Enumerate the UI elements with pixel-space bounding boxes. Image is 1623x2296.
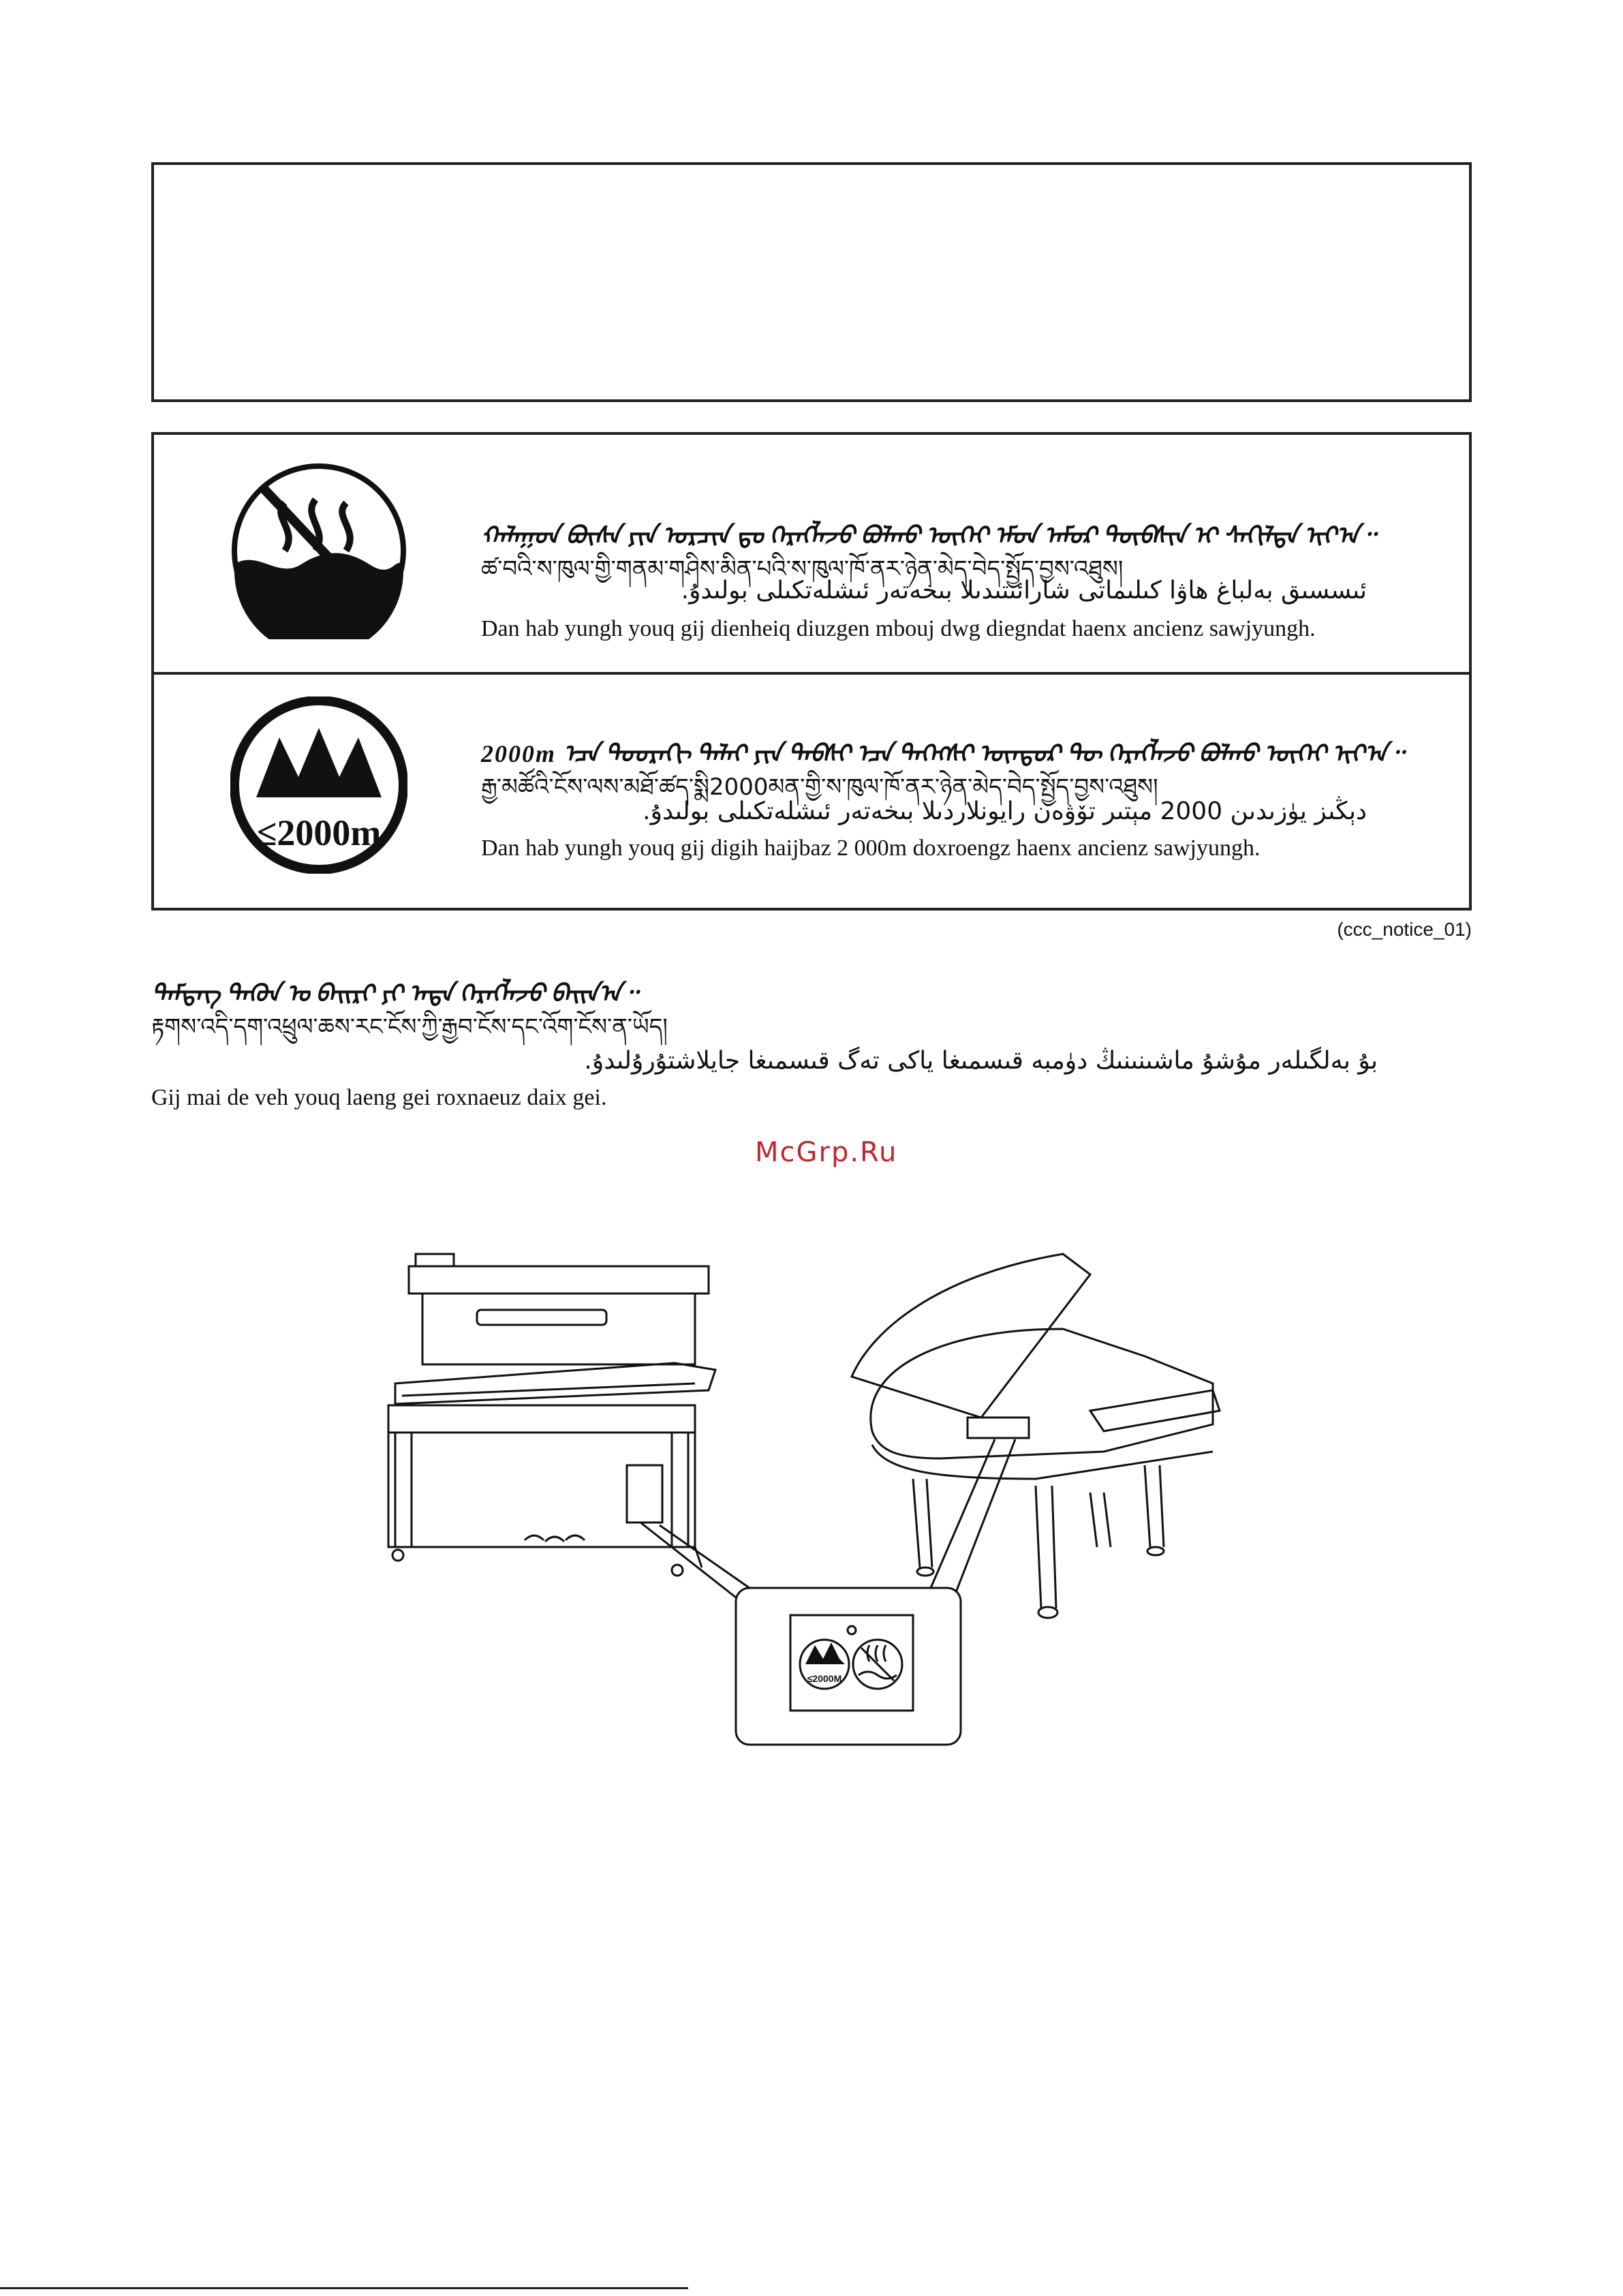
altitude-line-mongolian: 2000m ᠡᠴᠡ ᠳᠣᠣᠷᠠᠬᠢ ᠳᠠᠯᠠᠢ ᠶᠢᠨ ᠲᠡᠪᠰᠢ ᠡᠴᠡ ᠳᠡᠭᠡᠭᠰᠢ ᠦᠨᠳᠦᠷ ᠲᠦ ᠬᠡᠷᠡᠭᠯᠡᠵᠦ ᠪᠣᠯᠬᠤ ᠦᠭᠡᠢ ᠢᠶ᠎ᠠ᠃: [481, 740, 1404, 767]
symbol-row-tropical: [154, 435, 1469, 675]
altitude-line-tibetan: རྒྱ་མཚོའི་ངོས་ལས་མཐོ་ཚད་སྨི2000མན་གྱི་ས་ཁུལ་ཁོ་ནར་ཉེན་མེད་བེད་སྤྱོད་བྱས་འཐུས།: [481, 774, 1158, 801]
upright-piano: [388, 1254, 715, 1576]
placement-line-tibetan: རྟགས་འདི་དག་འཕྲུལ་ཆས་རང་ངོས་ཀྱི་རྒྱབ་ངོས་དང་འོག་ངོས་ན་ཡོད།: [151, 1013, 668, 1041]
tropical-line-uyghur: ئىسسىق بەلباغ ھاۋا كىلىماتى شارائىتىدىلا بىخەتەر ئىشلەتكىلى بولىدۇ.: [681, 577, 1367, 604]
symbol-row-altitude: [154, 672, 1469, 909]
placement-line-zhuang: Gij mai de veh youq laeng gei roxnaeuz daix gei.: [151, 1085, 607, 1110]
grand-piano: [852, 1254, 1220, 1618]
footer-rule: [0, 2287, 688, 2289]
top-notice-frame: [151, 162, 1472, 402]
placement-line-mongolian: ᠲᠡᠮᠳᠡᠭ ᠲᠡᠭᠦᠨ ᠤ ᠪᠠᠢᠷᠢ ᠶᠢ ᠡᠨᠳᠡ ᠬᠡᠷᠡᠭᠯᠡᠵᠦ ᠪᠠᠢᠨ᠎ᠠ᠃: [151, 980, 638, 1007]
tropical-line-zhuang: Dan hab yungh youq gij dienheiq diuzgen mbouj dwg diegndat haenx ancienz sawjyungh.: [481, 616, 1316, 641]
piano-illustration: [354, 1247, 1295, 1751]
symbol-table: [151, 432, 1472, 910]
notice-code: (ccc_notice_01): [1337, 919, 1472, 940]
altitude-icon-label: ≤2000m: [256, 812, 382, 853]
no-tropical-climate-icon: [230, 462, 407, 639]
altitude-2000m-icon: [230, 697, 407, 874]
tropical-line-mongolian: ᠬᠠᠯᠠᠭᠤᠨ ᠪᠦᠰᠡ ᠶᠢᠨ ᠤᠷᠴᠢᠨ ᠳᠤ ᠬᠡᠷᠡᠭᠯᠡᠵᠦ ᠪᠣᠯᠬᠤ ᠦᠭᠡᠢ ᠡᠮᠤᠨ ᠠᠮᠤᠷ ᠲᠦᠪᠰᠢᠨ ᠢ ᠰᠠᠬᠢᠯᠳᠠ ᠢᠶ᠎ᠠ᠃: [481, 522, 1376, 549]
altitude-line-zhuang: Dan hab yungh youq gij digih haijbaz 2 000m doxroengz haenx ancienz sawjyungh.: [481, 836, 1261, 861]
placement-line-uyghur: بۇ بەلگىلەر مۇشۇ ماشىنىنىڭ دۈمبە قىسمىغا ياكى تەگ قىسمىغا جايلاشتۇرۇلىدۇ.: [584, 1047, 1378, 1075]
watermark: McGrp.Ru: [755, 1137, 898, 1168]
altitude-line-uyghur: دېڭىز يۈزىدىن 2000 مېتىر تۆۋەن رايونلاردىلا بىخەتەر ئىشلەتكىلى بولىدۇ.: [643, 797, 1367, 825]
tropical-line-tibetan: ཚ་བའི་ས་ཁུལ་གྱི་གནམ་གཤིས་མིན་པའི་ས་ཁུལ་ཁོ་ནར་ཉེན་མེད་བེད་སྤྱོད་བྱས་འཐུས།: [481, 555, 1124, 583]
callout-altitude-label: ≤2000M: [807, 1673, 842, 1684]
